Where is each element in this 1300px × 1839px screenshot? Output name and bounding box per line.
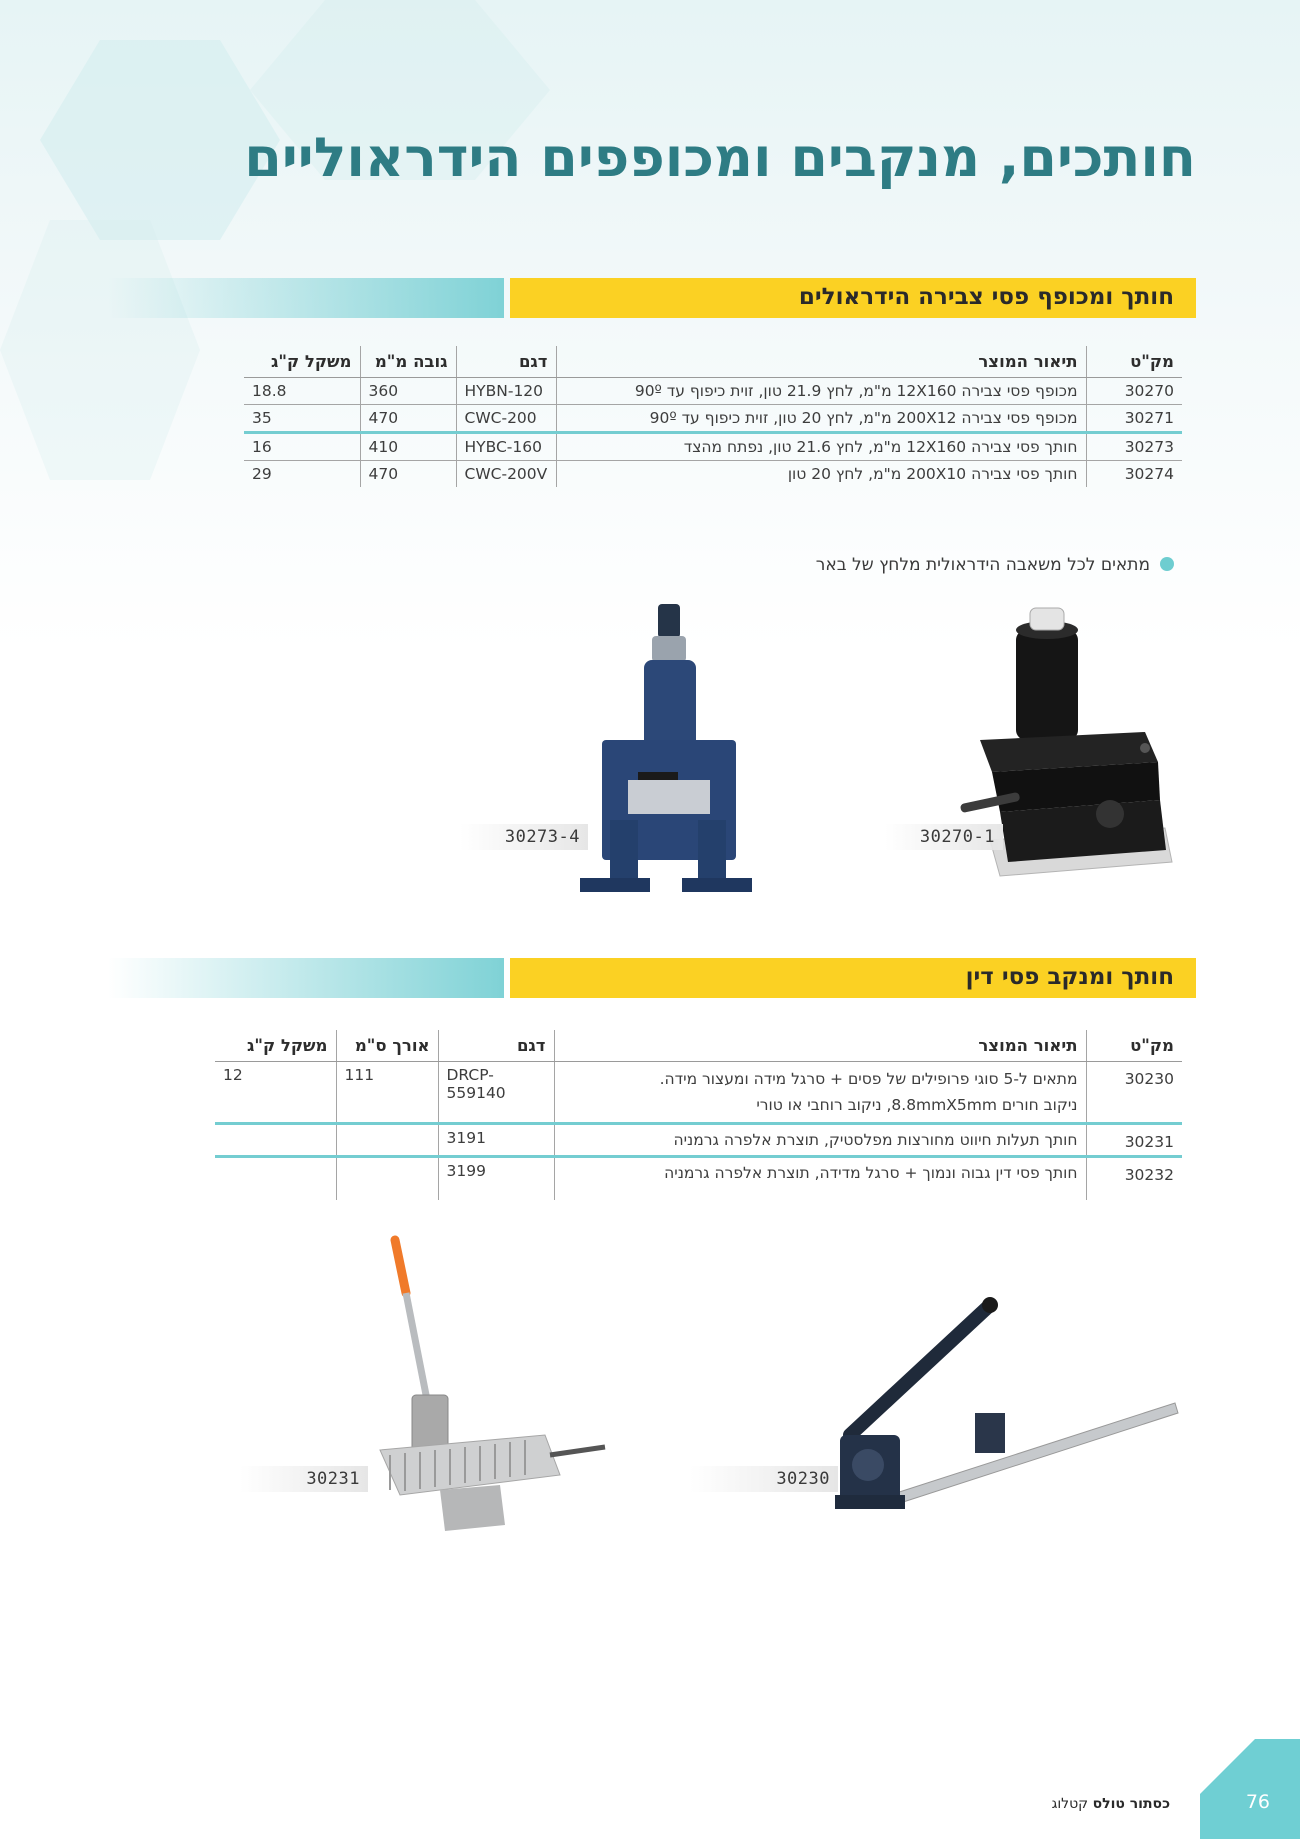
- column-header-model: דגם: [438, 1030, 554, 1062]
- description-line: מתאים ל-5 סוגי פרופילים של פסים + סרגל מידה ומעצור מידה.: [659, 1070, 1078, 1088]
- weight-cell: 12: [215, 1062, 336, 1124]
- image-caption: 30273-4: [460, 824, 588, 850]
- description-cell: חותך תעלות חיווט מחורצות מפלסטיק, תוצרת אלפרה גרמניה: [554, 1124, 1086, 1157]
- section-header-din: [108, 958, 1196, 998]
- table-row: [244, 405, 1182, 433]
- page-number: 76: [1245, 1791, 1270, 1813]
- table-header-row: [215, 1030, 1182, 1062]
- table-row: [244, 378, 1182, 405]
- weight-cell: 16: [244, 433, 360, 461]
- sku-cell: 30230: [1086, 1062, 1182, 1124]
- column-header-weight: משקל ק"ג: [244, 346, 360, 378]
- compatibility-note: [816, 555, 1174, 575]
- table-row: [244, 461, 1182, 488]
- height-cell: 470: [360, 405, 456, 433]
- sku-cell: 30232: [1086, 1157, 1182, 1201]
- weight-cell: [215, 1157, 336, 1201]
- height-cell: 360: [360, 378, 456, 405]
- description-cell: חותך פסי דין גבוה ונמוך + סרגל מדידה, תוצרת אלפרה גרמניה: [554, 1157, 1086, 1201]
- sku-cell: 30271: [1086, 405, 1182, 433]
- weight-cell: 18.8: [244, 378, 360, 405]
- description-cell: חותך פסי צבירה 200X10 מ"מ, לחץ 20 טון: [556, 461, 1086, 488]
- page-number-tab: [1200, 1739, 1300, 1839]
- section-bar-gradient: [108, 958, 504, 998]
- busbar-spec-table: [244, 346, 1182, 487]
- wiring-duct-cutter-image: [360, 1235, 610, 1535]
- description-cell: מכופף פסי צבירה 200X12 מ"מ, לחץ 20 טון, זוית כיפוף עד 90º: [556, 405, 1086, 433]
- section-title: חותך ומנקב פסי דין: [965, 964, 1174, 990]
- sku-cell: 30231: [1086, 1124, 1182, 1157]
- model-cell: DRCP-559140: [438, 1062, 554, 1124]
- column-header-length: אורך ס"מ: [336, 1030, 438, 1062]
- weight-cell: [215, 1124, 336, 1157]
- table-header-row: [244, 346, 1182, 378]
- height-cell: 410: [360, 433, 456, 461]
- table-row: [215, 1062, 1182, 1124]
- length-cell: [336, 1157, 438, 1201]
- weight-cell: 29: [252, 465, 272, 483]
- busbar-cutter-image: [570, 600, 760, 905]
- section-title: חותך ומכופף פסי צבירה הידראולים: [798, 284, 1174, 310]
- table-row: [215, 1157, 1182, 1201]
- length-cell: 111: [336, 1062, 438, 1124]
- column-header-description: תיאור המוצר: [556, 346, 1086, 378]
- description-cell: חותך פסי צבירה 12X160 מ"מ, לחץ 21.6 טון, נפתח מהצד: [556, 433, 1086, 461]
- din-spec-table: [215, 1030, 1182, 1200]
- length-cell: [336, 1124, 438, 1157]
- height-cell: 470: [360, 461, 456, 488]
- column-header-description: תיאור המוצר: [554, 1030, 1086, 1062]
- model-cell: CWC-200: [456, 405, 556, 433]
- image-caption: 30230: [690, 1466, 838, 1492]
- table-row: [244, 433, 1182, 461]
- footer-brand: [1052, 1796, 1170, 1812]
- image-caption: 30231: [240, 1466, 368, 1492]
- sku-cell: 30270: [1086, 378, 1182, 405]
- model-cell: HYBN-120: [456, 378, 556, 405]
- description-cell: מכופף פסי צבירה 12X160 מ"מ, לחץ 21.9 טון, זוית כיפוף עד 90º: [556, 378, 1086, 405]
- model-cell: 3199: [438, 1157, 554, 1201]
- column-header-sku: מק"ט: [1086, 1030, 1182, 1062]
- sku-cell: 30273: [1086, 433, 1182, 461]
- section-bar-gradient: [108, 278, 504, 318]
- column-header-weight: משקל ק"ג: [215, 1030, 336, 1062]
- brand-suffix: קטלוג: [1051, 1796, 1089, 1812]
- din-rail-cutter-image: [830, 1295, 1180, 1525]
- brand-name: כסתור טולס: [1092, 1796, 1170, 1812]
- description-cell: [554, 1062, 1086, 1124]
- note-text: מתאים לכל משאבה הידראולית מלחץ של באר: [815, 555, 1150, 575]
- table-row: [215, 1124, 1182, 1157]
- image-caption: 30270-1: [885, 824, 1003, 850]
- model-cell: 3191: [438, 1124, 554, 1157]
- sku-cell: 30274: [1086, 461, 1182, 488]
- column-header-sku: מק"ט: [1086, 346, 1182, 378]
- column-header-height: גובה מ"מ: [360, 346, 456, 378]
- bullet-icon: [1160, 557, 1174, 571]
- model-cell: CWC-200V: [456, 461, 556, 488]
- model-cell: HYBC-160: [456, 433, 556, 461]
- section-header-busbar: [108, 278, 1196, 318]
- column-header-model: דגם: [456, 346, 556, 378]
- description-line: ניקוב חורים 8.8mmX5mm, ניקוב רוחבי או טורי: [756, 1096, 1078, 1114]
- page-title: חותכים, מנקבים ומכופפים הידראוליים: [244, 126, 1196, 189]
- weight-cell: 35: [244, 405, 360, 433]
